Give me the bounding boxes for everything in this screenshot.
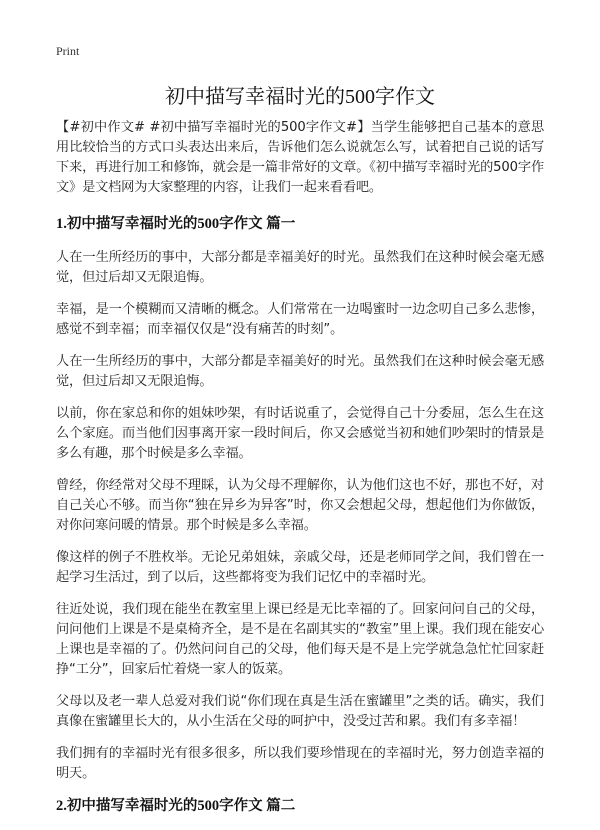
paragraph: 幸福，是一个模糊而又清晰的概念。人们常常在一边喝蜜时一边念叨自己多么悲惨，感觉不到幸福；而幸福仅仅是“没有痛苦的时刻”。: [56, 302, 544, 337]
paragraph: 像这样的例子不胜枚举。无论兄弟姐妹，亲戚父母，还是老师同学之间，我们曾在一起学习生活过，到了以后，这些都将变为我们记忆中的幸福时光。: [56, 550, 544, 585]
section-heading-1: 1.初中描写幸福时光的500字作文 篇一: [56, 216, 296, 232]
article-body: [56, 118, 544, 830]
intro-paragraph: 【#初中作文# #初中描写幸福时光的500字作文#】当学生能够把自己基本的意思用比较恰当的方式口头表达出来后，告诉他们怎么说就怎么写，试着把自己说的话写下来，再进行加工和修饰，就会是一篇非常好的文章。《初中描写幸福时光的500字作文》是文档网为大家整理的内容，让我们一起来看看吧。: [56, 120, 544, 195]
paragraph: 人在一生所经历的事中，大部分都是幸福美好的时光。虽然我们在这种时候会毫无感觉，但过后却又无限追悔。: [56, 250, 544, 285]
paragraph: 人在一生所经历的事中，大部分都是幸福美好的时光。虽然我们在这种时候会毫无感觉，但过后却又无限追悔。: [56, 354, 544, 389]
page-title: 初中描写幸福时光的500字作文: [165, 86, 435, 108]
print-link[interactable]: Print: [56, 44, 80, 58]
paragraph: 曾经，你经常对父母不理睬，认为父母不理解你，认为他们这也不好，那也不好，对自己关心不够。而当你“独在异乡为异客”时，你又会想起父母，想起他们为你做饭，对你问寒问暖的情景。那个时候是多么幸福。: [56, 478, 544, 533]
paragraph: 我们拥有的幸福时光有很多很多，所以我们要珍惜现在的幸福时光，努力创造幸福的明天。: [56, 746, 544, 781]
paragraph: 往近处说，我们现在能坐在教室里上课已经是无比幸福的了。回家问问自己的父母，问问他们上课是不是桌椅齐全，是不是在名副其实的“教室”里上课。我们现在能安心上课也是幸福的了。仍然问问自己的父母，他们每天是不是上完学就急急忙忙回家赶挣“工分”，回家后忙着烧一家人的饭菜。: [56, 602, 544, 677]
paragraph: 以前，你在家总和你的姐妹吵架，有时话说重了，会觉得自己十分委屈，怎么生在这么个家庭。而当他们因事离开家一段时间后，你又会感觉当初和她们吵架时的情景是多么有趣，那个时候是多么幸福。: [56, 406, 544, 461]
section-heading-2: 2.初中描写幸福时光的500字作文 篇二: [56, 798, 296, 814]
paragraph: 父母以及老一辈人总爱对我们说“你们现在真是生活在蜜罐里”之类的话。确实，我们真像在蜜罐里长大的，从小生活在父母的呵护中，没受过苦和累。我们有多幸福！: [56, 694, 544, 729]
